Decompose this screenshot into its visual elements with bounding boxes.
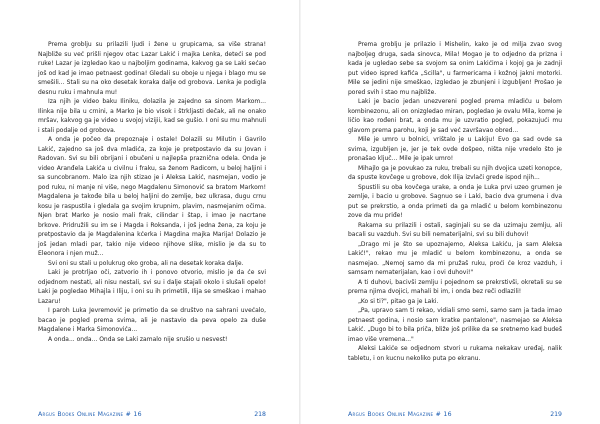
paragraph: I paroh Luka Jevremović je primetio da se društvo na sahrani uvećalo, bacao je pogled prema svima, ali je nastavio da peva opelo za duše Magdalene i Marka Simonovića...	[38, 307, 266, 333]
paragraph: Laki je protrljao oči, zatvorio ih i ponovo otvorio, mislio je da će svi odjednom nestati, ali nisu nestali, svi su i dalje stajali okolo i slušali opelo! Laki je pogledao Mihajla i Iliju, i oni su ih primetili, Ilija se smeškao i mahao Lazaru!	[38, 269, 266, 305]
paragraph: Rakama su prilazili i ostali, saginjali su se da uzimaju zemlju, ali bacali su vazduh. Svi su bili nematerijalni, svi su bili duhovi!	[348, 221, 562, 238]
magazine-name: Argus Books Online Magazine # 16	[348, 411, 452, 418]
left-page-body	[38, 40, 266, 344]
paragraph: A onda... onda... Onda se Laki zamalo nije srušio u nesvest!	[48, 335, 228, 343]
left-page-footer	[38, 410, 266, 420]
paragraph: „Drago mi je što se upoznajemo, Aleksa Lakiću, ja sam Aleksa Lakić!", rekao mu je mladić u belom kombinezonu, a onda se nasmejao. „Nemoj samo da mi pružaš ruku, proći će kroz vazduh, i samsam nematerijalan, kao i ovi duhovi!"	[348, 240, 562, 276]
paragraph: „Pa, upravo sam ti rekao, vidiali smo semi, samo sam ja tada imao petnaest godina, i nosio sam kratke pantalone", nasmejao se Aleksa Lakić. „Dugo bi to bila priča, bliže još prilike da se sretnemo kad budeš imao više vremena..."	[348, 307, 562, 343]
right-page-footer	[348, 410, 562, 420]
paragraph: Prema groblju su prilazili ljudi i žene u grupicama, sa više strana! Najbliže su već prišli njegov otac Lazar Lakić i majka Lenka, deteći se pod ruke! Lazar je izgledao kao u najboljim godinama, kakvog ga se Laki sećao još od kad je imao petnaest godina! Gledali su oboje u njega i blago mu se smešili... Stali su na oko desetak koraka dalje od grobova. Lenka je podigla desnu ruku i mahnula mu!	[38, 41, 266, 96]
paragraph: Svi oni su stali u polukrug oko groba, ali na desetak koraka dalje.	[48, 259, 244, 267]
paragraph: A onda je počeo da prepoznaje i ostale! Dolazili su Milutin i Gavrilo Lakić, zajedno sa još dva mladića, za koje je pretpostavio da su Jovan i Radovan. Svi su bili obrijani i obučeni u najlepša praznična odela. Onda je video Aranđela Lakića u civilnu i fraku, sa ženom Radicom, u beloj haljini i sa suncobranom. Malo iza njih stizao je i Aleksa Lakić, nasmejan, vodio je pod ruku, ni manje ni više, nego Magdalenu Simonović sa bratom Markom! Magdalena je takođe bila u beloj haljini do zemlje, bez ulkrasa, dugu crnu kosu je raspustila i gledala ga svojim krupnim, plavim, nasmejanim očima. Njen brat Marko je nosio mali frak, cilindar i štap, i imao je nacrtane brkove. Pridružili su im se i Magda i Roksanda, i još jedna žena, za koju je pretpostavio da je Magdalenina kćerka i Magdina majka Marija! Dolazio je još jedan mladi par, takio nije videoo njihove slike, mislio je da su to Eleonora i njen muž...	[38, 136, 266, 257]
paragraph: „Ko si ti?", pitao ga je Laki.	[358, 297, 439, 305]
paragraph: Mihajlo ga je povukao za ruku, trebali su njih dvojica uzeti konopce, da spuste kovčege u grobove, dok Ilija izvlači grede ispod njih...	[348, 164, 562, 181]
right-page-body	[348, 40, 562, 363]
right-page	[300, 0, 600, 424]
page-number: 219	[550, 411, 562, 418]
paragraph: Iza njih je video baku Iliniku, dolazila je zajedno sa sinom Markom... Ilinka nije bila u crnini, a Marko je bio visok i štrkljasti dečak, ali ne onako mršav, kakvog ga je video u svojoj vizijii, kad se gušio. I oni su mu mahnuli i stali podalje od grobova.	[38, 98, 266, 134]
paragraph: Aleksi Lakiće se odjednom stvori u rukama nekakav uređaj, nalik tabletu, i on kucnu nekoliko puta po ekranu.	[348, 345, 562, 362]
paragraph: Mile je umro u bolnici, vrištalo je u Lakiju! Evo ga sad ovde sa svima, izgubljen je, jer je tek ovde došpeo, ništa nije vredelo što je pronašao ključ... Mile je ipak umro!	[348, 136, 562, 162]
paragraph: A ti duhovi, bacivši zemlju i pojednom se prekrstivši, okretali su se prema njima dvojici, mahali bi im, i onda bez reči odlazili!	[348, 278, 562, 295]
magazine-name: Argus Books Online Magazine # 16	[38, 411, 142, 418]
paragraph: Laki je bacio jedan unezvereni pogled prema mladiću u belom kombinezonu, ali on onizgledao miran, pogledao je ovalu Mila, kome je ličio kao rođeni brat, a onda mu je uzvratio pogled, pokazujući mu glavom prema parohu, koji je sad već završavao obred...	[348, 98, 562, 134]
paragraph: Prema groblju je prilazio i Mishelin, kako je od milja zvao svog najboljeg druga, sada sinovca, Mila! Mogao je to odjedno da prizna i kada je ugledao sebe sa svojom sa onim Lakićima i kojoj ga je zadnji put video ispred kafića „Scilla", u farmericama i kožnoj jakni motorki. Mile se jedini nije smeškao, izgledao je zbunjeni i izgubljen! Prošao je pored svih i stao mu najbliže.	[348, 41, 562, 96]
page-number: 218	[254, 411, 266, 418]
paragraph: Spustili su oba kovčega urake, a onda je Luka prvi uzeo grumen je zemlje, i bacio u grobove. Sagnuo se i Laki, bacio dva grumena i dva put se prekrstio, a onda primeti da ga mladić u belom kombinezonu zove da mu priđe!	[348, 183, 562, 219]
